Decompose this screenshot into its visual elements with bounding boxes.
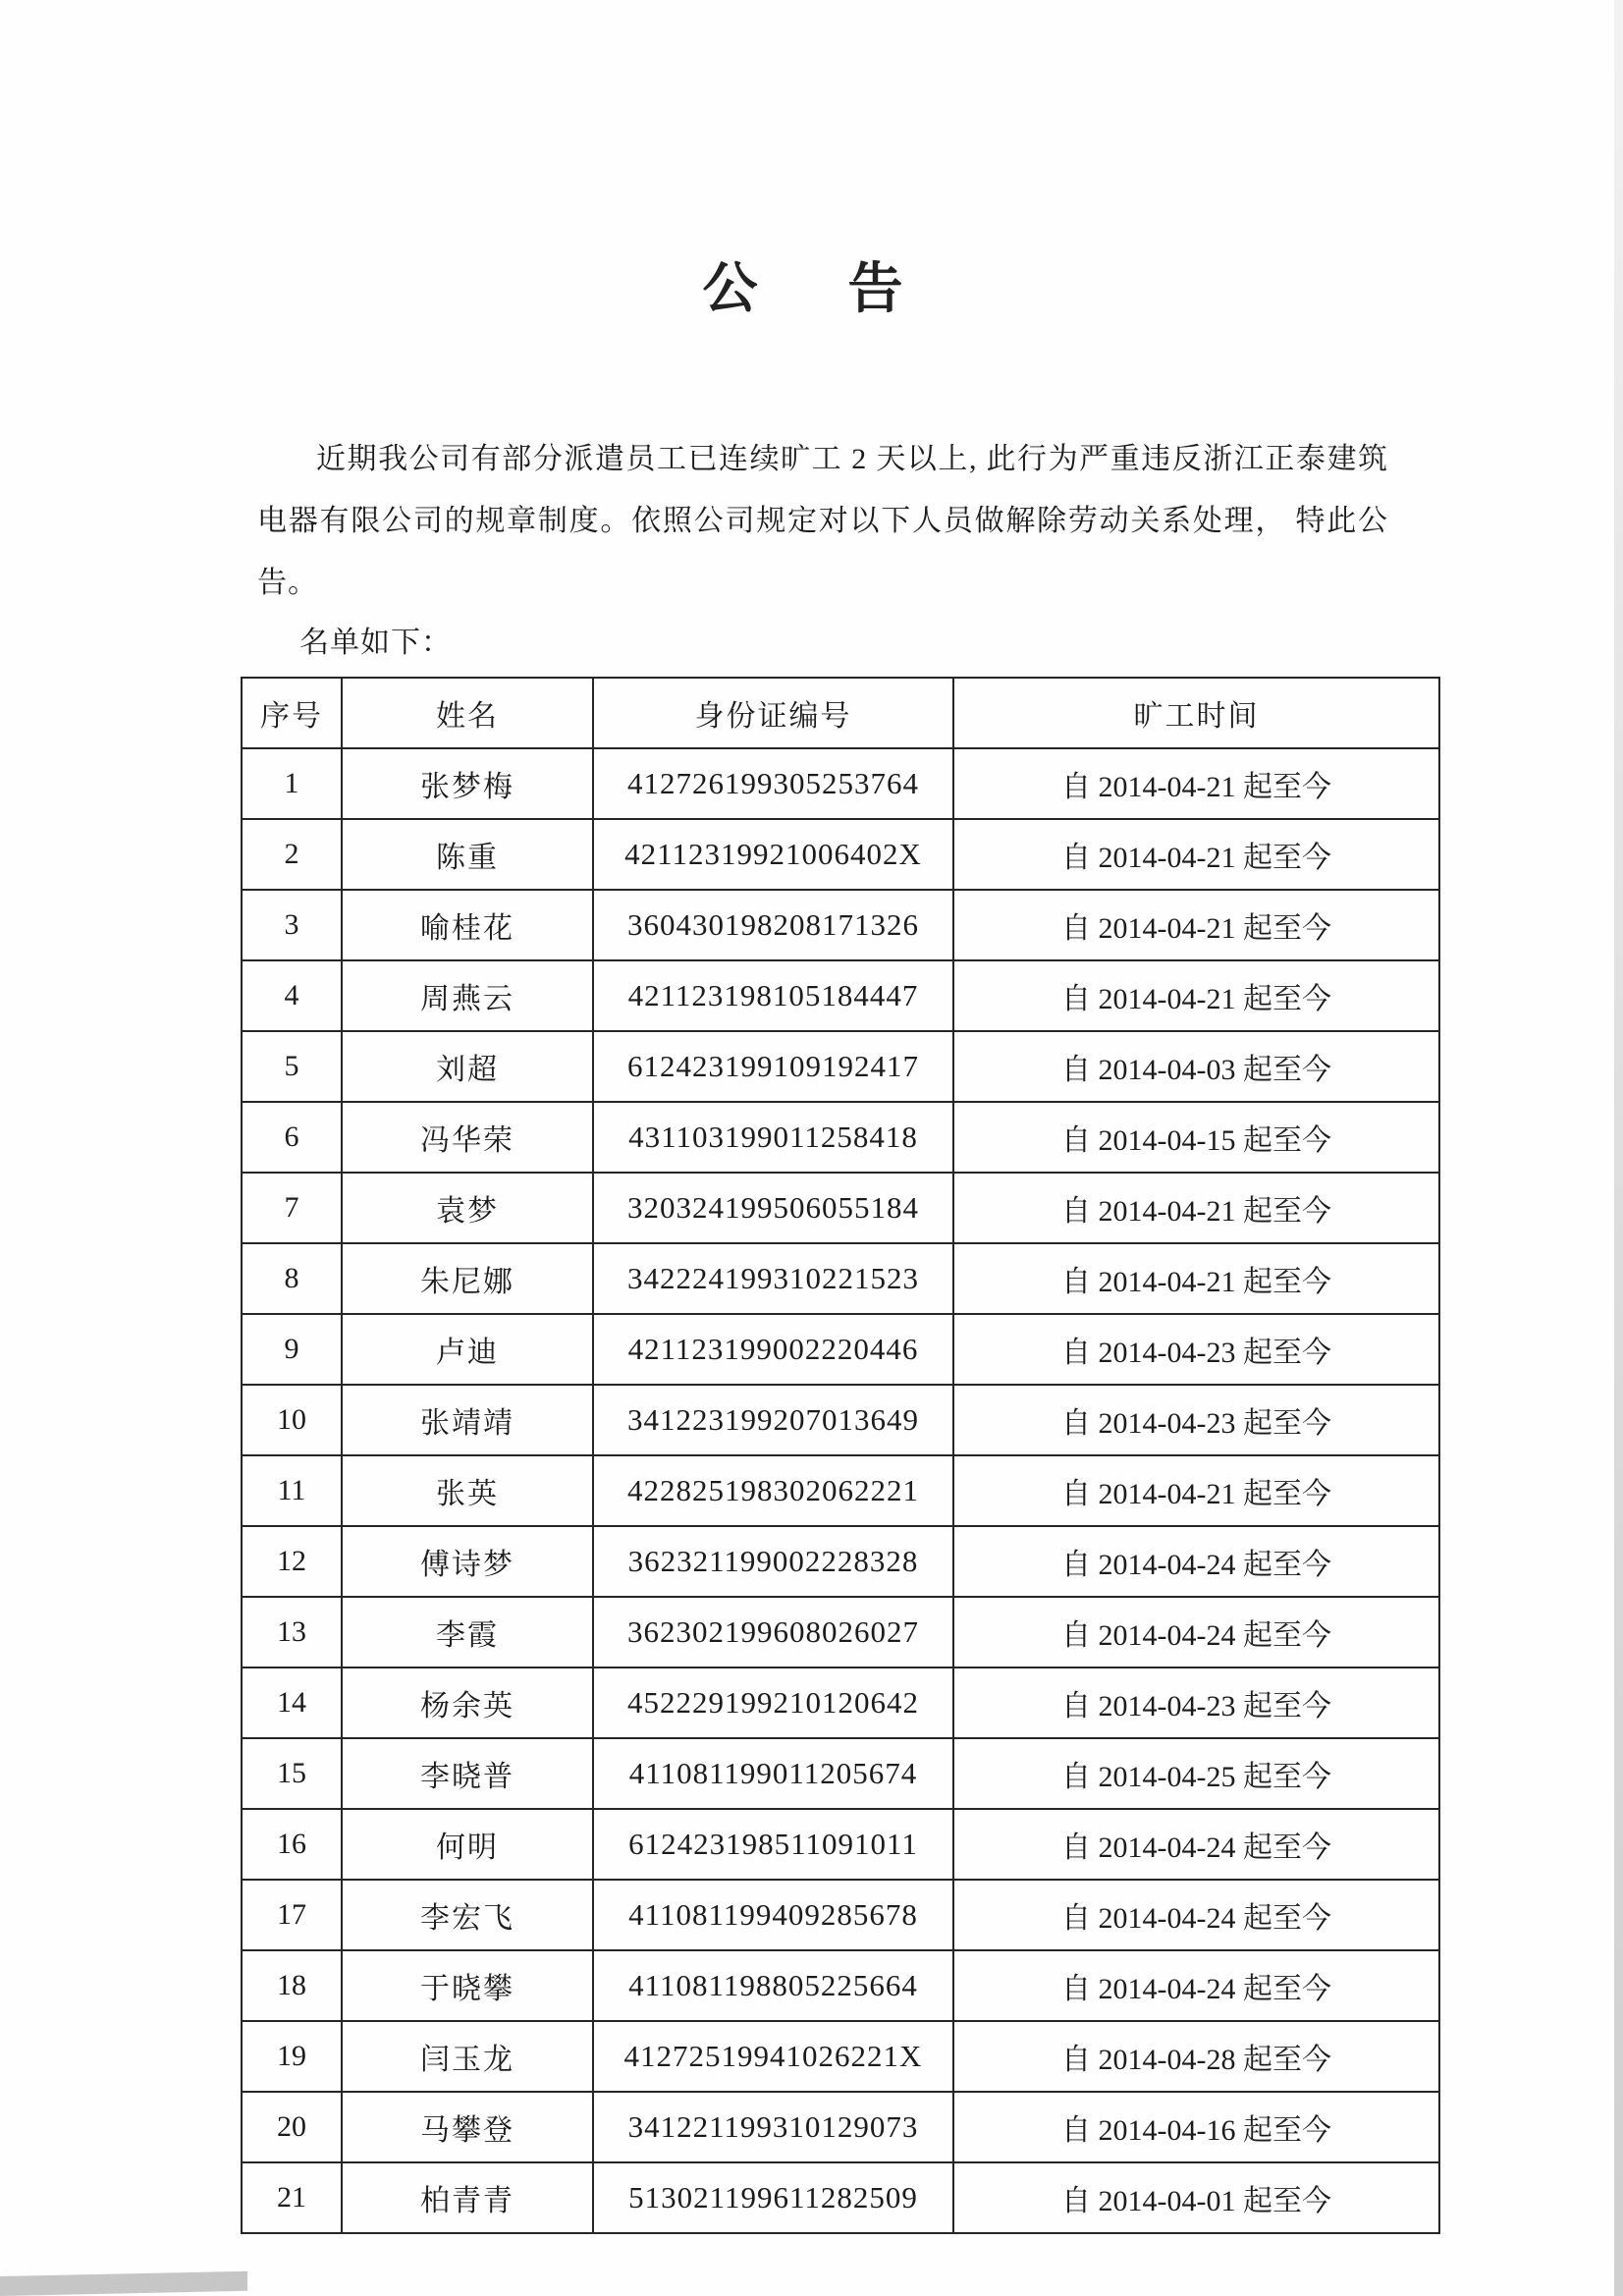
cell-serial-number: 13: [242, 1597, 342, 1667]
cell-serial-number: 8: [242, 1243, 342, 1314]
header-id-number: 身份证编号: [593, 678, 953, 748]
table-body: [242, 748, 1439, 2233]
table-row: [242, 819, 1439, 890]
cell-absence-period: 自 2014-04-24 起至今: [953, 1950, 1439, 2021]
table-row: [242, 1314, 1439, 1385]
cell-id-number: 412726199305253764: [593, 748, 953, 819]
cell-id-number: 320324199506055184: [593, 1173, 953, 1243]
cell-serial-number: 10: [242, 1385, 342, 1455]
cell-id-number: 612423198511091011: [593, 1809, 953, 1880]
table-row: [242, 890, 1439, 960]
cell-serial-number: 15: [242, 1738, 342, 1809]
cell-id-number: 612423199109192417: [593, 1031, 953, 1102]
cell-id-number: 341221199310129073: [593, 2092, 953, 2162]
cell-name: 闫玉龙: [342, 2021, 593, 2092]
cell-id-number: 452229199210120642: [593, 1667, 953, 1738]
cell-name: 傅诗梦: [342, 1526, 593, 1597]
cell-serial-number: 9: [242, 1314, 342, 1385]
cell-absence-period: 自 2014-04-21 起至今: [953, 748, 1439, 819]
cell-name: 朱尼娜: [342, 1243, 593, 1314]
cell-absence-period: 自 2014-04-01 起至今: [953, 2162, 1439, 2233]
cell-absence-period: 自 2014-04-24 起至今: [953, 1809, 1439, 1880]
cell-absence-period: 自 2014-04-15 起至今: [953, 1102, 1439, 1173]
table-row: [242, 1526, 1439, 1597]
cell-absence-period: 自 2014-04-21 起至今: [953, 1173, 1439, 1243]
cell-absence-period: 自 2014-04-23 起至今: [953, 1314, 1439, 1385]
table-row: [242, 1031, 1439, 1102]
table-row: [242, 1455, 1439, 1526]
cell-name: 于晓攀: [342, 1950, 593, 2021]
table-row: [242, 1597, 1439, 1667]
cell-name: 马攀登: [342, 2092, 593, 2162]
cell-serial-number: 18: [242, 1950, 342, 2021]
cell-absence-period: 自 2014-04-25 起至今: [953, 1738, 1439, 1809]
cell-serial-number: 19: [242, 2021, 342, 2092]
cell-id-number: 431103199011258418: [593, 1102, 953, 1173]
cell-name: 张靖靖: [342, 1385, 593, 1455]
cell-id-number: 411081199011205674: [593, 1738, 953, 1809]
cell-absence-period: 自 2014-04-24 起至今: [953, 1526, 1439, 1597]
cell-name: 张英: [342, 1455, 593, 1526]
cell-serial-number: 5: [242, 1031, 342, 1102]
table-header: [242, 678, 1439, 748]
cell-serial-number: 12: [242, 1526, 342, 1597]
page-title: 公 告: [702, 259, 921, 320]
cell-name: 刘超: [342, 1031, 593, 1102]
cell-id-number: 513021199611282509: [593, 2162, 953, 2233]
cell-absence-period: 自 2014-04-03 起至今: [953, 1031, 1439, 1102]
cell-name: 李晓普: [342, 1738, 593, 1809]
cell-name: 张梦梅: [342, 748, 593, 819]
table-row: [242, 1809, 1439, 1880]
list-label: 名单如下：: [299, 627, 452, 659]
cell-id-number: 421123199002220446: [593, 1314, 953, 1385]
cell-absence-period: 自 2014-04-21 起至今: [953, 1455, 1439, 1526]
cell-id-number: 341223199207013649: [593, 1385, 953, 1455]
cell-name: 陈重: [342, 819, 593, 890]
table-row: [242, 2021, 1439, 2092]
cell-id-number: 411081199409285678: [593, 1880, 953, 1950]
cell-id-number: 42112319921006402X: [593, 819, 953, 890]
cell-absence-period: 自 2014-04-21 起至今: [953, 1243, 1439, 1314]
header-serial-number: 序号: [242, 678, 342, 748]
table-row: [242, 1880, 1439, 1950]
table-row: [242, 2162, 1439, 2233]
header-absence-time: 旷工时间: [953, 678, 1439, 748]
cell-absence-period: 自 2014-04-21 起至今: [953, 960, 1439, 1031]
cell-absence-period: 自 2014-04-28 起至今: [953, 2021, 1439, 2092]
cell-serial-number: 2: [242, 819, 342, 890]
cell-name: 周燕云: [342, 960, 593, 1031]
table-row: [242, 1738, 1439, 1809]
cell-serial-number: 11: [242, 1455, 342, 1526]
cell-serial-number: 21: [242, 2162, 342, 2233]
cell-serial-number: 6: [242, 1102, 342, 1173]
table-row: [242, 1385, 1439, 1455]
cell-id-number: 41272519941026221X: [593, 2021, 953, 2092]
cell-serial-number: 14: [242, 1667, 342, 1738]
cell-name: 杨余英: [342, 1667, 593, 1738]
cell-serial-number: 20: [242, 2092, 342, 2162]
scan-artifact-right-edge: [1614, 0, 1623, 2296]
cell-name: 李宏飞: [342, 1880, 593, 1950]
cell-name: 李霞: [342, 1597, 593, 1667]
table-row: [242, 1950, 1439, 2021]
cell-absence-period: 自 2014-04-24 起至今: [953, 1880, 1439, 1950]
cell-name: 卢迪: [342, 1314, 593, 1385]
cell-absence-period: 自 2014-04-21 起至今: [953, 890, 1439, 960]
cell-absence-period: 自 2014-04-23 起至今: [953, 1667, 1439, 1738]
cell-id-number: 362321199002228328: [593, 1526, 953, 1597]
cell-name: 喻桂花: [342, 890, 593, 960]
header-name: 姓名: [342, 678, 593, 748]
cell-name: 柏青青: [342, 2162, 593, 2233]
cell-id-number: 360430198208171326: [593, 890, 953, 960]
table-row: [242, 748, 1439, 819]
cell-serial-number: 3: [242, 890, 342, 960]
table-row: [242, 1102, 1439, 1173]
scan-artifact-bottom-left: [0, 2271, 247, 2296]
cell-id-number: 422825198302062221: [593, 1455, 953, 1526]
table-row: [242, 2092, 1439, 2162]
absence-roster-table: [241, 677, 1440, 2234]
cell-absence-period: 自 2014-04-24 起至今: [953, 1597, 1439, 1667]
cell-absence-period: 自 2014-04-21 起至今: [953, 819, 1439, 890]
cell-name: 袁梦: [342, 1173, 593, 1243]
cell-serial-number: 17: [242, 1880, 342, 1950]
cell-serial-number: 16: [242, 1809, 342, 1880]
cell-serial-number: 1: [242, 748, 342, 819]
table-row: [242, 1173, 1439, 1243]
table-row: [242, 1667, 1439, 1738]
cell-id-number: 421123198105184447: [593, 960, 953, 1031]
announcement-body-text: 近期我公司有部分派遣员工已连续旷工 2 天以上, 此行为严重违反浙江正泰建筑电器有限公司的规章制度。依照公司规定对以下人员做解除劳动关系处理， 特此公告。: [257, 443, 1388, 599]
table-header-row: [242, 678, 1439, 748]
table-row: [242, 960, 1439, 1031]
cell-absence-period: 自 2014-04-16 起至今: [953, 2092, 1439, 2162]
cell-serial-number: 7: [242, 1173, 342, 1243]
cell-id-number: 411081198805225664: [593, 1950, 953, 2021]
cell-absence-period: 自 2014-04-23 起至今: [953, 1385, 1439, 1455]
cell-serial-number: 4: [242, 960, 342, 1031]
cell-name: 冯华荣: [342, 1102, 593, 1173]
table-row: [242, 1243, 1439, 1314]
cell-name: 何明: [342, 1809, 593, 1880]
cell-id-number: 342224199310221523: [593, 1243, 953, 1314]
cell-id-number: 362302199608026027: [593, 1597, 953, 1667]
